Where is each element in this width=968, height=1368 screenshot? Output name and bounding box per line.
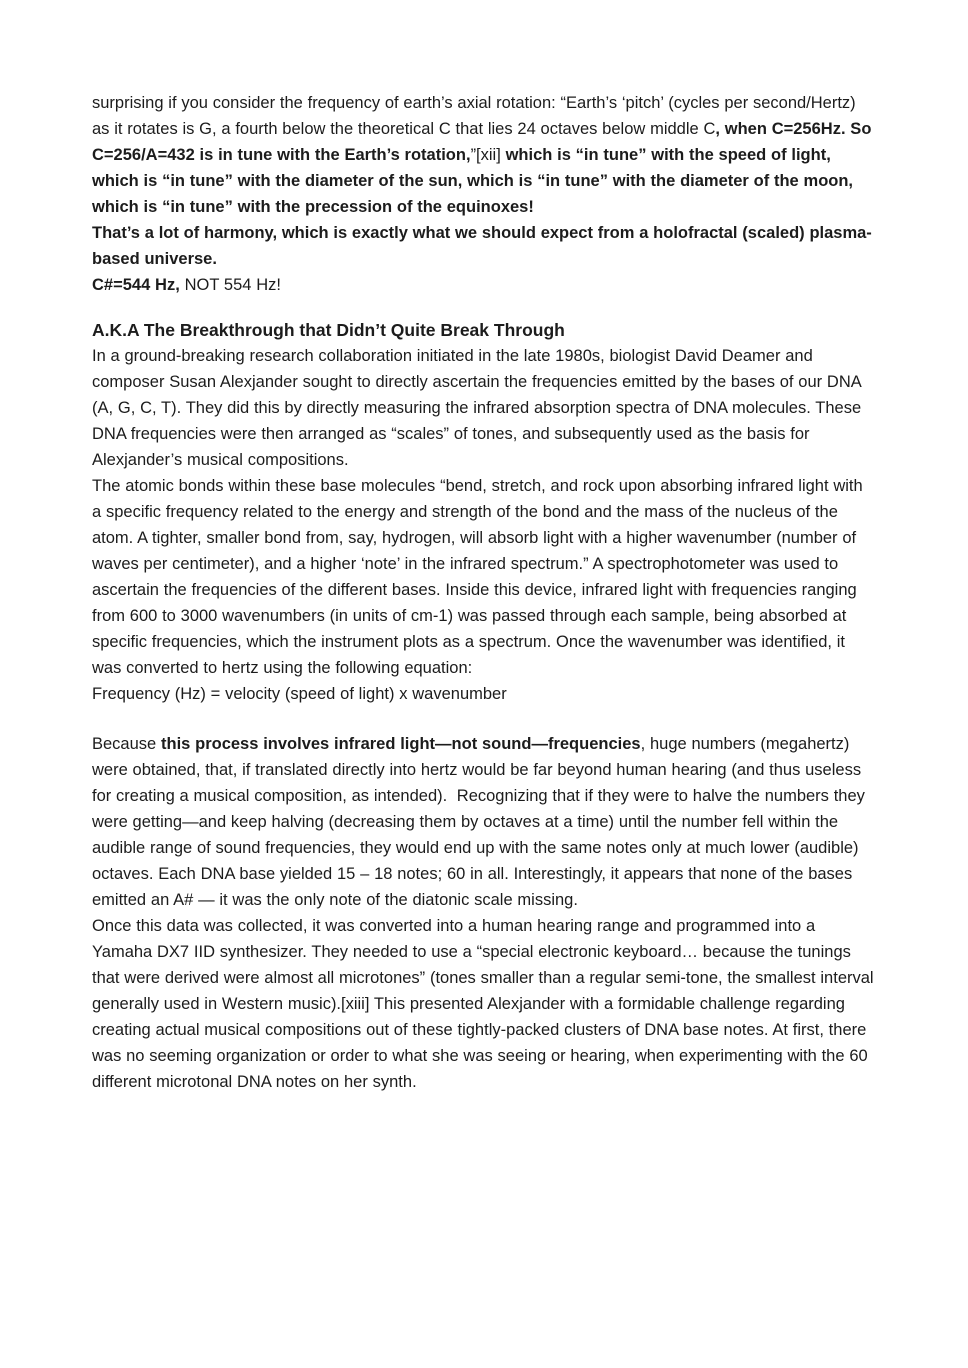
text-run: The atomic bonds within these base molecules “bend, stretch, and rock upon absorbing infrared light with a specific frequency related to the energy and strength of the bond and the mass of the nucleus of the atom. A tighter, smaller bond from, say, hydrogen, will absorb light with a higher wavenumber (number of waves per centimeter), and a higher ‘note’ in the infrared spectrum.” A spectrophotometer was used to ascertain the frequencies of the different bases. Inside this device, infrared light with frequencies ranging from 600 to 3000 wavenumbers (in units of cm-1) was passed through each sample, being absorbed at specific frequencies, which the instrument plots as a spectrum. Once the wavenumber was identified, it was converted to hertz using the following equation: bbox=[92, 477, 868, 677]
section-heading: A.K.A The Breakthrough that Didn’t Quite Break Through bbox=[92, 320, 565, 340]
atomic-bonds-paragraph bbox=[92, 473, 876, 681]
text-run: NOT 554 Hz! bbox=[179, 276, 281, 294]
intro-paragraph bbox=[92, 90, 876, 220]
synthesizer-paragraph bbox=[92, 913, 879, 1095]
text-run-bold: , when C=256Hz. So C=256/A=432 is in tune with the Earth’s rotation, bbox=[92, 120, 877, 164]
text-run-bold: C#=544 Hz, bbox=[92, 276, 180, 294]
harmony-paragraph bbox=[92, 220, 876, 272]
text-run: Because bbox=[92, 735, 161, 753]
text-run: , huge numbers (megahertz) were obtained, that, if translated directly into hertz would be far beyond human hearing (and thus useless for creating a musical composition, as intended). Recognizing that if they were to halve the numbers they were getting—and keep halving (decreasing them by octaves at a time) until the number fell within the audible range of sound frequencies, they would end up with the same notes only at much lower (audible) octaves. Each DNA base yielded 15 – 18 notes; 60 in all. Interestingly, it appears that none of the bases emitted an A# — it was the only note of the diatonic scale missing. bbox=[92, 735, 870, 909]
csharp-line bbox=[92, 272, 876, 298]
infrared-frequencies-paragraph bbox=[92, 731, 876, 913]
dna-research-paragraph bbox=[92, 343, 876, 473]
text-run: surprising if you consider the frequency of earth’s axial rotation: “Earth’s ‘pitch’ (cycles per second/Hertz) as it rotates is G, a fourth below the theoretical C that lies 24 octaves below middle C bbox=[92, 94, 861, 138]
text-run: Frequency (Hz) = velocity (speed of light) x wavenumber bbox=[92, 685, 507, 703]
text-run-bold: this process involves infrared light—not sound—frequencies bbox=[161, 735, 641, 753]
text-run-bold: which is “in tune” with the speed of light, which is “in tune” with the diameter of the sun, which is “in tune” with the diameter of the moon, which is “in tune” with the precession of the equinoxes! bbox=[92, 146, 858, 216]
text-run: ”[xii] bbox=[470, 146, 506, 164]
text-run: In a ground-breaking research collaboration initiated in the late 1980s, biologist David Deamer and composer Susan Alexjander sought to directly ascertain the frequencies emitted by the bases of our DNA (A, G, C, T). They did this by directly measuring the infrared absorption spectra of DNA molecules. These DNA frequencies were then arranged as “scales” of tones, and subsequently used as the basis for Alexjander’s musical compositions. bbox=[92, 347, 866, 469]
text-run: Once this data was collected, it was converted into a human hearing range and programmed into a Yamaha DX7 IID synthesizer. They needed to use a “special electronic keyboard… because the tunings that were derived were almost all microtones” (tones smaller than a regular semi-tone, the smallest interval generally used in Western music).[xiii] This presented Alexjander with a formidable challenge regarding creating actual musical compositions out of these tightly-packed clusters of DNA base notes. At first, there was no seeming organization or order to what she was seeing or hearing, when experimenting with the 60 different microtonal DNA notes on her synth. bbox=[92, 917, 879, 1091]
equation-line bbox=[92, 681, 876, 707]
text-run-bold: That’s a lot of harmony, which is exactly what we should expect from a holofractal (scaled) plasma-based universe. bbox=[92, 224, 872, 268]
